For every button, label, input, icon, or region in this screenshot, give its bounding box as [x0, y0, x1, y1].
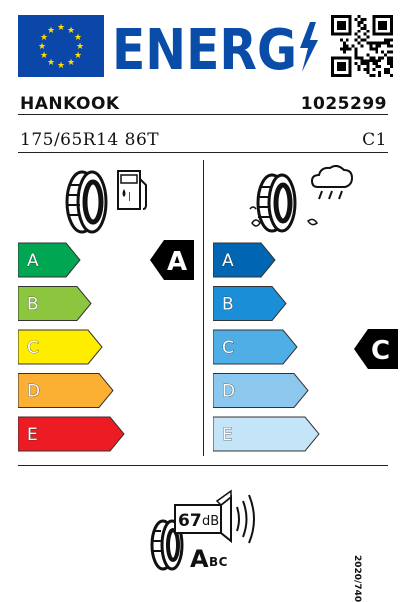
wet-grip-rating-indicator [354, 329, 398, 369]
wet-grip-bar-label-c: C [222, 338, 234, 358]
wet-grip-bar-label-e: E [222, 425, 233, 445]
rain-cloud-tyre-icon [246, 165, 361, 237]
tyre-size: 175/65R14 86T [20, 130, 160, 150]
energy-wordmark [112, 16, 322, 78]
noise-unit: dB [202, 514, 220, 529]
wet-grip-bar-label-a: A [222, 251, 234, 271]
fuel-bar-label-a: A [27, 251, 39, 271]
svg-text:★: ★ [37, 42, 47, 52]
divider-mid [18, 152, 388, 153]
fuel-bar-label-d: D [27, 381, 41, 402]
fuel-rating-indicator [150, 240, 194, 280]
fuel-pump-tyre-icon [60, 165, 155, 235]
svg-text:★: ★ [56, 61, 66, 71]
wet-grip-bar-label-b: B [222, 294, 234, 315]
fuel-bar-label-e: E [27, 425, 38, 445]
fuel-rating-letter: A [167, 247, 188, 277]
model-identifier: 1025299 [300, 94, 387, 114]
svg-text:★: ★ [46, 58, 56, 68]
svg-text:★: ★ [46, 26, 56, 36]
qr-code-icon [331, 15, 393, 77]
energy-word: ENERG [112, 18, 297, 78]
noise-class-big: A [190, 545, 209, 573]
svg-text:★: ★ [75, 42, 85, 52]
noise-value: 67 [178, 511, 202, 531]
svg-text:★: ★ [39, 33, 49, 43]
svg-text:★: ★ [39, 51, 49, 61]
eu-flag-icon [18, 15, 104, 77]
lightning-icon [300, 22, 318, 72]
divider-bottom [18, 465, 388, 466]
column-divider [203, 160, 204, 456]
svg-text:★: ★ [66, 26, 76, 36]
fuel-bar-label-b: B [27, 294, 39, 315]
svg-text:★: ★ [73, 51, 83, 61]
svg-text:★: ★ [56, 23, 66, 33]
svg-text:★: ★ [73, 33, 83, 43]
wet-grip-rating-letter: C [371, 336, 391, 366]
divider-top [18, 114, 388, 115]
noise-class-small: BC [209, 555, 228, 569]
supplier-name: HANKOOK [20, 94, 120, 114]
regulation-number: 2020/740 [352, 555, 362, 602]
wet-grip-bar-label-d: D [222, 381, 236, 402]
svg-text:★: ★ [66, 58, 76, 68]
svg-text:|: | [128, 192, 132, 202]
tyre-class: C1 [362, 130, 387, 150]
fuel-bar-label-c: C [27, 338, 39, 358]
